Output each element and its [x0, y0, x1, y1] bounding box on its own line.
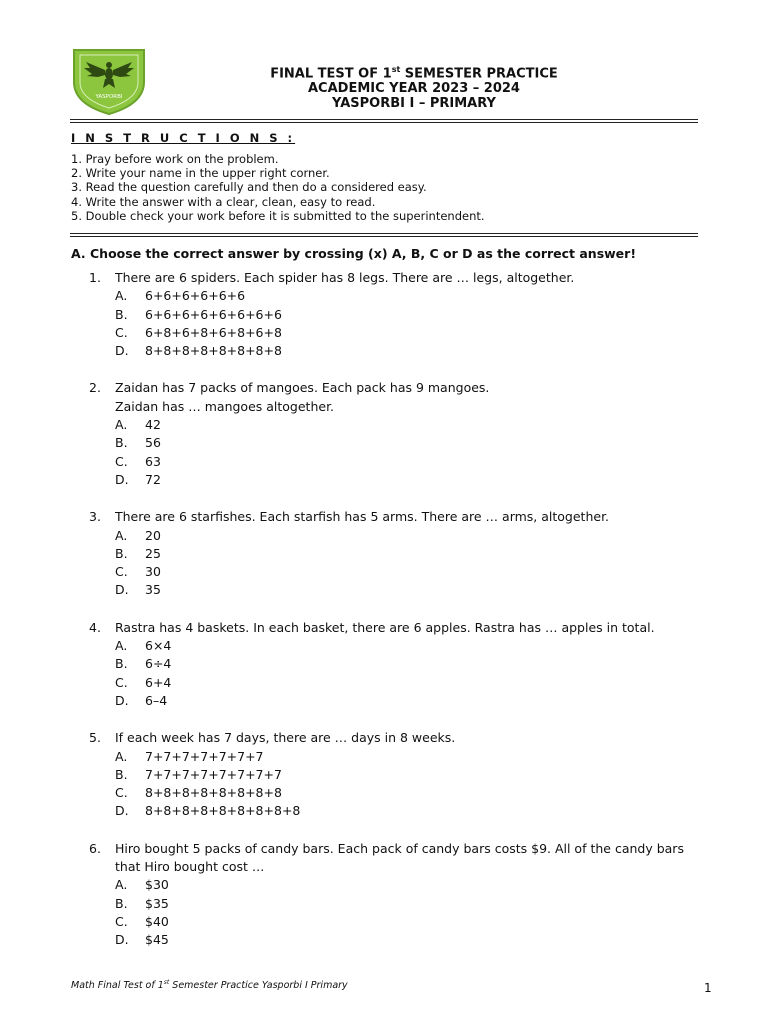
- option-c[interactable]: C. 6+8+6+8+6+8+6+8: [115, 324, 282, 340]
- instructions-heading: I N S T R U C T I O N S :: [71, 131, 296, 145]
- option-a[interactable]: A. 7+7+7+7+7+7+7: [115, 748, 264, 764]
- question-2: [89, 379, 709, 489]
- header-divider-2: [70, 122, 698, 123]
- question-text: There are 6 starfishes. Each starfish has 5 arms. There are … arms, altogether.: [115, 509, 610, 525]
- document-title: [150, 62, 678, 111]
- option-a[interactable]: A. 42: [115, 417, 161, 433]
- question-text: Rastra has 4 baskets. In each basket, there are 6 apples. Rastra has … apples in total.: [115, 619, 655, 635]
- option-a[interactable]: A. $30: [115, 877, 169, 893]
- question-list: [89, 269, 709, 969]
- option-b[interactable]: B. 7+7+7+7+7+7+7+7: [115, 766, 282, 782]
- instructions-list: [71, 152, 485, 223]
- question-4: [89, 619, 709, 710]
- option-c[interactable]: C. 8+8+8+8+8+8+8+8: [115, 785, 282, 801]
- title-line-3: YASPORBI I – PRIMARY: [332, 96, 496, 112]
- option-b[interactable]: B. 56: [115, 435, 161, 451]
- question-text: If each week has 7 days, there are … days in 8 weeks.: [115, 730, 456, 746]
- question-1: [89, 269, 709, 360]
- option-c[interactable]: C. 30: [115, 564, 161, 580]
- instructions-divider-2: [70, 236, 698, 237]
- question-number: 2.: [89, 380, 101, 396]
- title-line-1: FINAL TEST OF 1st SEMESTER PRACTICE: [270, 65, 558, 82]
- instruction-item: 2. Write your name in the upper right corner.: [71, 166, 330, 181]
- question-number: 5.: [89, 730, 101, 746]
- instruction-item: 5. Double check your work before it is submitted to the superintendent.: [71, 208, 485, 223]
- option-b[interactable]: B. 6÷4: [115, 656, 172, 672]
- page-number: 1: [704, 981, 712, 995]
- option-c[interactable]: C. 6+4: [115, 674, 172, 690]
- logo-text: YASPORBI: [95, 94, 123, 100]
- option-d[interactable]: D. 72: [115, 471, 161, 487]
- header-divider: [70, 119, 698, 120]
- option-a[interactable]: A. 6+6+6+6+6+6: [115, 288, 246, 304]
- option-d[interactable]: D. 6–4: [115, 692, 168, 708]
- option-d[interactable]: D. 8+8+8+8+8+8+8+8: [115, 343, 282, 359]
- question-number: 1.: [89, 270, 101, 285]
- question-6: [89, 840, 709, 950]
- option-d[interactable]: D. 8+8+8+8+8+8+8+8+8: [115, 803, 301, 819]
- instruction-item: 1. Pray before work on the problem.: [71, 152, 279, 166]
- option-d[interactable]: D. $45: [115, 932, 169, 948]
- option-c[interactable]: C. 63: [115, 453, 161, 469]
- option-b[interactable]: B. 25: [115, 545, 161, 561]
- question-number: 4.: [89, 619, 101, 635]
- page-footer: Math Final Test of 1st Semester Practice Yasporbi I Primary: [71, 979, 348, 992]
- question-number: 3.: [89, 509, 101, 525]
- question-number: 6.: [89, 840, 101, 856]
- school-logo: [70, 44, 148, 116]
- instructions-divider: [70, 233, 698, 234]
- question-5: [89, 729, 709, 820]
- title-line-2: ACADEMIC YEAR 2023 – 2024: [308, 81, 520, 97]
- option-d[interactable]: D. 35: [115, 582, 161, 598]
- instruction-item: 4. Write the answer with a clear, clean, easy to read.: [71, 194, 376, 209]
- question-3: [89, 508, 709, 599]
- question-text: Zaidan has 7 packs of mangoes. Each pack has 9 mangoes. Zaidan has … mangoes altogether.: [115, 380, 490, 414]
- option-c[interactable]: C. $40: [115, 913, 169, 929]
- option-b[interactable]: B. 6+6+6+6+6+6+6+6: [115, 306, 282, 322]
- option-a[interactable]: A. 20: [115, 527, 161, 543]
- option-a[interactable]: A. 6×4: [115, 638, 172, 654]
- option-b[interactable]: B. $35: [115, 895, 169, 911]
- question-text: There are 6 spiders. Each spider has 8 legs. There are … legs, altogether.: [115, 270, 575, 285]
- question-text: Hiro bought 5 packs of candy bars. Each pack of candy bars costs $9. All of the candy bars that Hiro bought cost …: [115, 840, 684, 875]
- section-a-title: A. Choose the correct answer by crossing (x) A, B, C or D as the correct answer!: [71, 246, 637, 261]
- instruction-item: 3. Read the question carefully and then do a considered easy.: [71, 180, 427, 195]
